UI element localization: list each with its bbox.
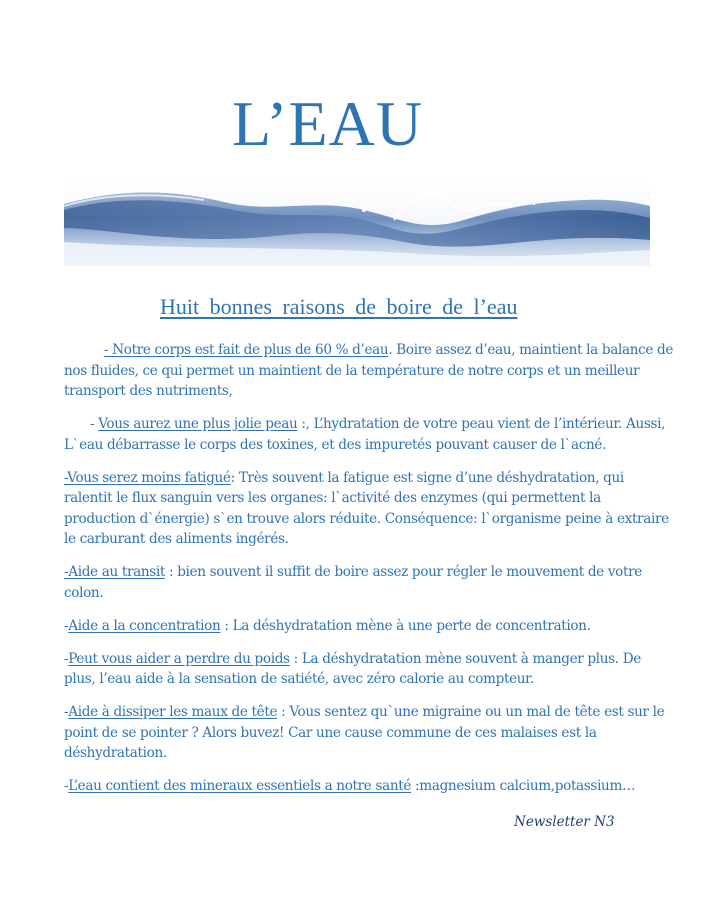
reason-heading-1: - Notre corps est fait de plus de 60 % d’eau <box>104 342 389 358</box>
reason-text-6: : La déshydratation mène souvent à manger plus. De plus, l’eau aide à la sensation de satiété, avec zéro calorie au compteur. <box>64 650 641 687</box>
reason-paragraph-8 <box>64 776 674 797</box>
reason-text-5: : La déshydratation mène à une perte de concentration. <box>220 617 591 634</box>
reason-text-8: :magnesium calcium,potassium… <box>411 778 636 794</box>
reason-prefix-2: - <box>90 416 99 432</box>
article-body <box>64 340 674 809</box>
reason-paragraph-6 <box>64 649 674 690</box>
reason-text-2: :, L’hydratation de votre peau vient de l’intérieur. Aussi, L`eau débarrasse le corps des toxines, et des impuretés pouvant causer de l`acné. <box>64 416 666 453</box>
water-banner-image <box>64 180 650 266</box>
subtitle: Huit bonnes raisons de boire de l’eau <box>160 294 518 319</box>
reason-prefix-8: - <box>64 778 69 794</box>
reason-text-3: : Très souvent la fatigue est signe d’une déshydratation, qui ralentit le flux sanguin vers les organes: l`activité des enzymes (qui permettent la production d`énergie) s`en trouve alors réduite. Conséquence: l`organisme peine à extraire le carburant des aliments ingérés. <box>64 469 669 547</box>
page-title: L’EAU <box>232 88 424 159</box>
reason-paragraph-5 <box>64 616 674 637</box>
reason-prefix-7: - <box>64 704 69 720</box>
reason-paragraph-7 <box>64 702 674 764</box>
reason-heading-8: L’eau contient des mineraux essentiels a notre santé <box>68 778 412 794</box>
reason-paragraph-3 <box>64 468 674 550</box>
reason-text-4: : bien souvent il suffit de boire assez pour régler le mouvement de votre colon. <box>64 564 642 601</box>
reason-heading-6: Peut vous aider a perdre du poids <box>68 650 290 667</box>
reason-heading-7: Aide à dissiper les maux de tête <box>68 704 278 720</box>
reason-text-1: . Boire assez d’eau, maintient la balance de nos fluides, ce qui permet un maintient de la température de notre corps et un meilleur transport des nutriments, <box>64 342 674 399</box>
reason-paragraph-1 <box>64 340 674 402</box>
newsletter-footer: Newsletter N3 <box>514 814 615 830</box>
reason-heading-2: Vous aurez une plus jolie peau <box>98 416 298 432</box>
reason-heading-4: -Aide au transit <box>64 564 166 580</box>
reason-prefix-6: - <box>64 650 69 667</box>
reason-paragraph-2 <box>64 414 674 455</box>
reason-heading-5: Aide a la concentration <box>68 617 221 634</box>
reason-prefix-5: - <box>64 617 69 634</box>
reason-heading-3: -Vous serez moins fatigué <box>64 469 231 486</box>
reason-paragraph-4 <box>64 562 674 603</box>
reason-text-7: : Vous sentez qu`une migraine ou un mal de tête est sur le point de se pointer ? Alors buvez! Car une cause commune de ces malaises est la déshydratation. <box>64 704 665 761</box>
